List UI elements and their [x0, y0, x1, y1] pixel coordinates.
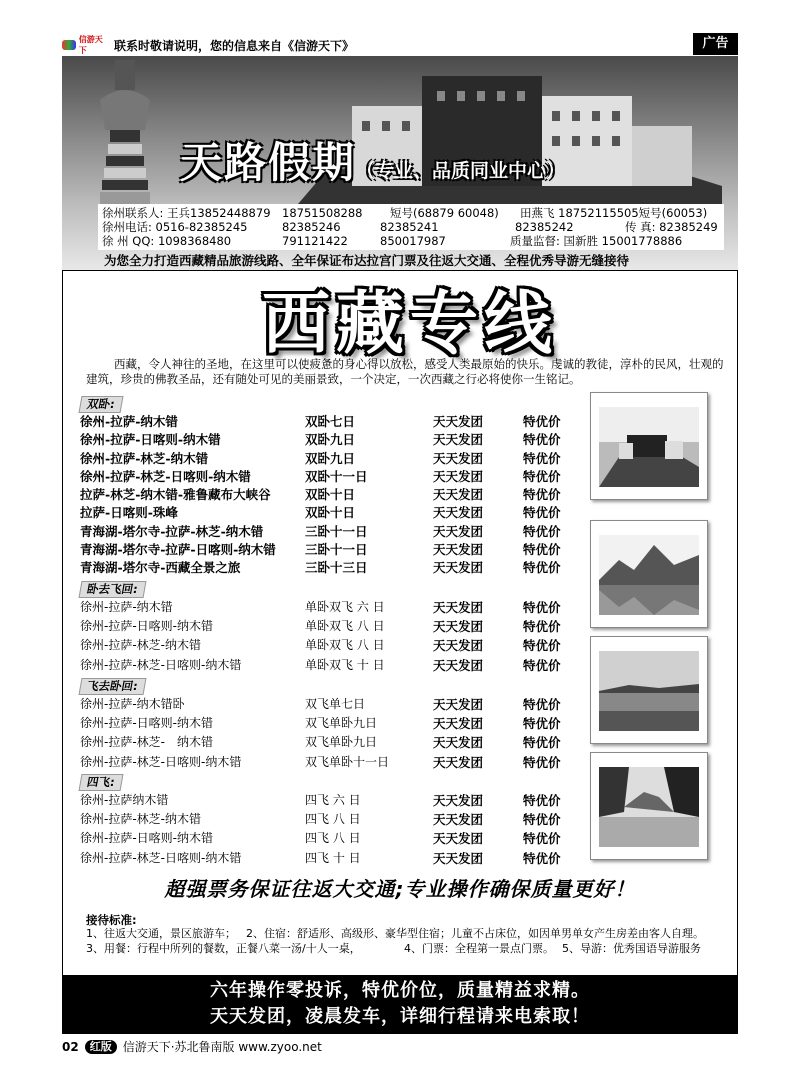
route-price: 特优价 [523, 560, 561, 576]
route-row [80, 829, 590, 848]
page-number: 02 [62, 1039, 79, 1054]
route-days: 单卧双飞 十 日 [305, 657, 385, 672]
photo-frame [590, 392, 708, 500]
photo-frame [590, 636, 708, 744]
route-days: 双卧七日 [305, 414, 356, 429]
section-title: 卧去飞回: [79, 581, 147, 598]
route-days: 四飞 六 日 [305, 793, 361, 807]
footer-line-2: 天天发团，凌晨发车，详细行程请来电索取！ [210, 1006, 590, 1027]
route-route: 徐州-拉萨-日喀则-纳木错 [80, 432, 221, 448]
route-price: 特优价 [523, 450, 561, 466]
route-dep: 天天发团 [433, 657, 484, 673]
contact-info [98, 204, 724, 250]
route-row [80, 541, 590, 559]
brand-name: 天路假期 [180, 138, 357, 187]
section-title: 双卧: [79, 396, 124, 413]
route-days: 双飞单卧九日 [305, 716, 378, 731]
brand-subtitle: （专业、品质同业中心） [356, 160, 566, 182]
route-dep: 天天发团 [433, 505, 484, 521]
footer-banner [62, 975, 738, 1034]
route-price: 特优价 [523, 414, 561, 429]
route-days: 四飞 八 日 [305, 831, 361, 846]
route-row [80, 450, 590, 468]
contact-row-people: 徐州联系人: 王兵13852448879 18751508288 短号(68879 60048) 田燕飞 18752115505短号(60053) [102, 206, 708, 220]
publication-info: 信游天下·苏北鲁南版 www.zyoo.net [122, 1040, 322, 1054]
route-days: 双卧九日 [305, 432, 356, 448]
route-dep: 天天发团 [433, 487, 484, 503]
top-notice-bar [62, 34, 738, 56]
route-route: 徐州-拉萨-林芝-纳木错 [80, 812, 201, 827]
footer-line-1: 六年操作零投诉，特优价位，质量精益求精。 [210, 980, 590, 1001]
route-route: 徐州-拉萨纳木错 [80, 793, 169, 807]
route-price: 特优价 [523, 812, 561, 828]
photo-frame [590, 520, 708, 628]
route-dep: 天天发团 [433, 735, 484, 751]
route-price: 特优价 [523, 657, 561, 673]
route-price: 特优价 [523, 850, 561, 866]
route-route: 青海湖-塔尔寺-西藏全景之旅 [80, 560, 241, 576]
route-price: 特优价 [523, 468, 561, 484]
logo-icon [62, 40, 76, 50]
left-border [62, 270, 63, 975]
route-row [80, 791, 590, 810]
standards-title: 接待标准: [86, 913, 137, 927]
page-footer [62, 1038, 322, 1055]
route-row [80, 753, 590, 772]
route-price: 特优价 [523, 793, 561, 808]
route-dep: 天天发团 [433, 831, 484, 847]
route-route: 拉萨-日喀则-珠峰 [80, 505, 178, 521]
river-canyon-photo-icon [599, 767, 699, 847]
route-route: 徐州-拉萨-日喀则-纳木错 [80, 831, 213, 846]
photo-frame [590, 752, 708, 860]
route-days: 四飞 十 日 [305, 850, 361, 865]
route-days: 双飞单七日 [305, 697, 366, 711]
brand-title [180, 130, 565, 190]
route-row [80, 849, 590, 868]
route-route: 徐州-拉萨-林芝-纳木错 [80, 638, 201, 653]
route-row [80, 413, 590, 431]
route-row [80, 617, 590, 636]
route-price: 特优价 [523, 432, 561, 448]
route-route: 徐州-拉萨-林芝-日喀则-纳木错 [80, 468, 251, 484]
route-dep: 天天发团 [433, 793, 484, 808]
route-route: 徐州-拉萨-林芝-日喀则-纳木错 [80, 754, 242, 769]
route-price: 特优价 [523, 831, 561, 847]
route-days: 单卧双飞 八 日 [305, 638, 385, 653]
ad-label: 广告 [693, 33, 738, 55]
lake-photo-icon [599, 651, 699, 731]
route-row [80, 656, 590, 675]
route-dep: 天天发团 [433, 716, 484, 732]
standards-list: 1、往返大交通，景区旅游车； 2、住宿：舒适形、高级形、豪华型住宿；儿童不占床位，如因单男单女产生房差由客人自理。 3、用餐：行程中所列的餐数，正餐八菜一汤/十人一桌， 4、门票：全程第一景点门票。 5、导游：优秀国语导游服务 [86, 927, 704, 955]
route-dep: 天天发团 [433, 619, 484, 635]
route-row [80, 695, 590, 714]
route-dep: 天天发团 [433, 414, 484, 429]
route-dep: 天天发团 [433, 450, 484, 466]
route-route: 青海湖-塔尔寺-拉萨-日喀则-纳木错 [80, 542, 276, 558]
route-dep: 天天发团 [433, 754, 484, 770]
route-days: 三卧十一日 [305, 542, 368, 558]
route-price: 特优价 [523, 600, 561, 615]
route-dep: 天天发团 [433, 697, 484, 712]
logo-text: 信游天下 [78, 35, 103, 55]
route-route: 徐州-拉萨-日喀则-纳木错 [80, 716, 213, 731]
route-price: 特优价 [523, 523, 561, 539]
route-days: 单卧双飞 八 日 [305, 619, 385, 634]
route-days: 三卧十一日 [305, 523, 368, 539]
service-slogan: 超强票务保证往返大交通;专业操作确保质量更好！ [164, 877, 636, 901]
section-four-flights [80, 771, 590, 868]
route-price: 特优价 [523, 716, 561, 732]
route-row [80, 431, 590, 449]
edition-badge: 红版 [85, 1040, 117, 1054]
route-dep: 天天发团 [433, 468, 484, 484]
route-route: 徐州-拉萨-纳木错卧 [80, 697, 185, 711]
route-route: 徐州-拉萨-林芝-日喀则-纳木错 [80, 657, 242, 672]
route-row [80, 486, 590, 504]
banner-tagline: 为您全力打造西藏精品旅游线路、全年保证布达拉宫门票及往返大交通、全程优秀导游无缝接待 [104, 253, 630, 268]
route-days: 双卧十日 [305, 505, 356, 521]
route-row [80, 636, 590, 655]
source-notice: 联系时敬请说明，您的信息来自《信游天下》 [114, 38, 355, 53]
section-fly-train [80, 675, 590, 772]
route-dep: 天天发团 [433, 523, 484, 539]
intro-paragraph: 西藏，令人神往的圣地，在这里可以使疲惫的身心得以放松，感受人类最原始的快乐。虔诚的教徒，淳朴的民风，壮观的建筑，珍贵的佛教圣品，还有随处可见的美丽景致，一个决定，一次西藏之行必将使你一生铭记。 [86, 357, 724, 386]
route-days: 双飞单卧九日 [305, 735, 378, 750]
route-row [80, 714, 590, 733]
route-price: 特优价 [523, 487, 561, 503]
route-route: 拉萨-林芝-纳木错-雅鲁藏布大峡谷 [80, 487, 271, 503]
route-row [80, 504, 590, 522]
route-days: 双卧九日 [305, 450, 356, 466]
route-price: 特优价 [523, 638, 561, 654]
route-dep: 天天发团 [433, 850, 484, 866]
route-row [80, 598, 590, 617]
route-route: 徐州-拉萨-纳木错 [80, 414, 178, 429]
route-days: 双飞单卧十一日 [305, 754, 390, 769]
route-row [80, 733, 590, 752]
route-dep: 天天发团 [433, 542, 484, 558]
route-dep: 天天发团 [433, 560, 484, 576]
route-route: 青海湖-塔尔寺-拉萨-林芝-纳木错 [80, 523, 264, 539]
publisher-logo [62, 34, 110, 56]
route-dep: 天天发团 [433, 812, 484, 828]
route-row [80, 468, 590, 486]
route-price: 特优价 [523, 754, 561, 770]
route-route: 徐州-拉萨-日喀则-纳木错 [80, 619, 213, 634]
section-title: 飞去卧回: [79, 678, 147, 695]
header-banner [62, 56, 738, 270]
route-route: 徐州-拉萨-林芝- 纳木错 [80, 735, 213, 750]
route-route: 徐州-拉萨-林芝-纳木错 [80, 450, 209, 466]
route-days: 四飞 八 日 [305, 812, 361, 827]
contact-row-phone: 徐州电话: 0516-82385245 82385246 82385241 82385242 传 真: 82385249 [102, 220, 718, 234]
mountain-lake-photo-icon [599, 535, 699, 615]
route-row [80, 810, 590, 829]
section-train-fly [80, 578, 590, 675]
section-title: 四飞: [79, 774, 124, 791]
route-days: 三卧十三日 [305, 560, 368, 576]
route-route: 徐州-拉萨-纳木错 [80, 600, 173, 614]
page-title: 西藏专线 [261, 284, 558, 364]
route-route: 徐州-拉萨-林芝-日喀则-纳木错 [80, 850, 242, 865]
route-price: 特优价 [523, 735, 561, 751]
section-double-sleeper [80, 393, 590, 578]
route-price: 特优价 [523, 619, 561, 635]
route-price: 特优价 [523, 697, 561, 712]
route-dep: 天天发团 [433, 600, 484, 615]
contact-row-qq: 徐 州 QQ: 1098368480 791121422 850017987 质量监督: 国新胜 15001778886 [102, 234, 683, 248]
route-days: 双卧十日 [305, 487, 356, 503]
palace-photo-icon [599, 407, 699, 487]
route-dep: 天天发团 [433, 638, 484, 654]
route-price: 特优价 [523, 505, 561, 521]
route-dep: 天天发团 [433, 432, 484, 448]
route-days: 双卧十一日 [305, 468, 368, 484]
route-row [80, 559, 590, 577]
route-price: 特优价 [523, 542, 561, 558]
route-days: 单卧双飞 六 日 [305, 600, 385, 614]
route-row [80, 523, 590, 541]
right-border [737, 270, 738, 975]
